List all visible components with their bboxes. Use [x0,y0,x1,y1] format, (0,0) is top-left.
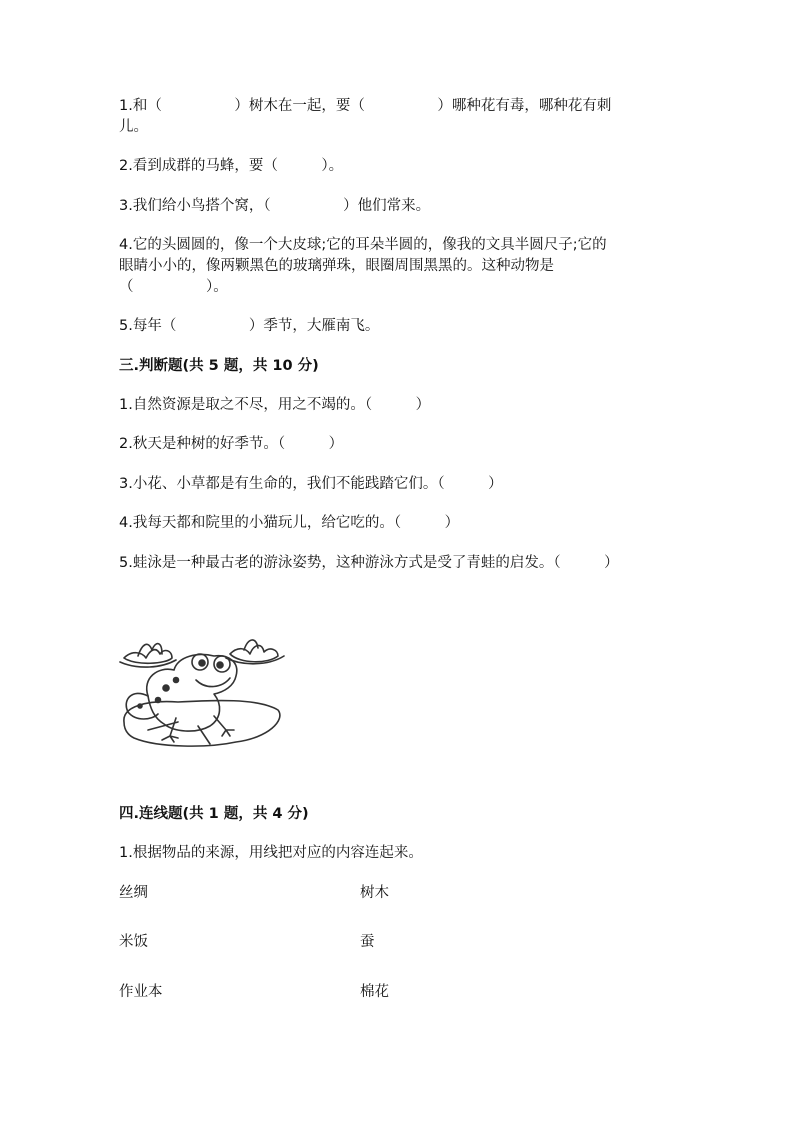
match-left-item-3: 作业本 [119,984,163,1000]
judge-item-2: 2.秋天是种树的好季节。（ ） [119,436,344,452]
fill-question-1-line-2: 儿。 [119,119,148,135]
fill-question-2: 2.看到成群的马蜂，要（ ）。 [119,158,344,174]
section-4-title: 四.连线题(共 1 题，共 4 分) [119,806,309,822]
fill-question-1-line-1: 1.和（ ）树木在一起，要（ ）哪种花有毒，哪种花有刺 [119,98,612,114]
judge-item-5: 5.蛙泳是一种最古老的游泳姿势，这种游泳方式是受了青蛙的启发。（ ） [119,555,619,571]
match-right-item-3: 棉花 [360,984,389,1000]
fill-question-4-line-1: 4.它的头圆圆的，像一个大皮球;它的耳朵半圆的，像我的文具半圆尺子;它的 [119,237,607,253]
matching-question: 1.根据物品的来源，用线把对应的内容连起来。 [119,845,423,861]
frog-on-lily-pad-icon [118,626,286,754]
fill-question-5: 5.每年（ ）季节，大雁南飞。 [119,318,380,334]
judge-item-1: 1.自然资源是取之不尽，用之不竭的。（ ） [119,397,431,413]
fill-question-4-line-2: 眼睛小小的，像两颗黑色的玻璃弹珠，眼圈周围黑黑的。这种动物是 [119,258,554,274]
match-left-item-2: 米饭 [119,934,148,950]
match-right-item-2: 蚕 [360,934,375,950]
judge-item-3: 3.小花、小草都是有生命的，我们不能践踏它们。（ ） [119,476,503,492]
match-left-item-1: 丝绸 [119,885,148,901]
fill-question-4-line-3: （ ）。 [119,279,228,295]
judge-item-4: 4.我每天都和院里的小猫玩儿，给它吃的。（ ） [119,515,460,531]
match-right-item-1: 树木 [360,885,389,901]
section-3-title: 三.判断题(共 5 题，共 10 分) [119,358,319,374]
fill-question-3: 3.我们给小鸟搭个窝，（ ）他们常来。 [119,198,431,214]
